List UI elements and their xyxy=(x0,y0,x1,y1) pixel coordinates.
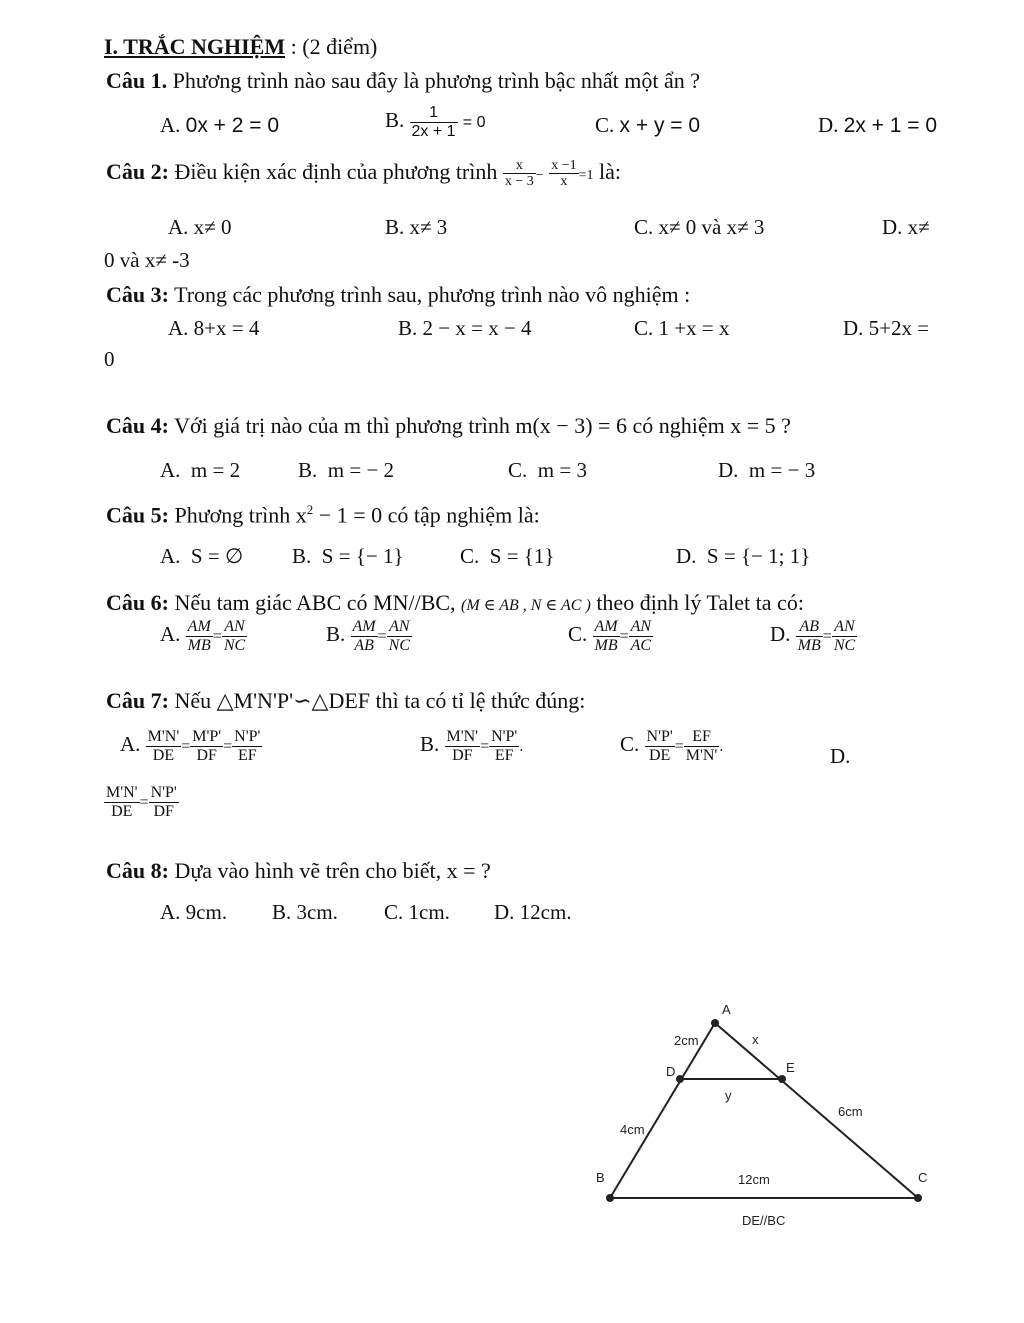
point-c xyxy=(914,1194,922,1202)
label-b: B xyxy=(596,1170,605,1185)
question-3: Câu 3: Trong các phương trình sau, phương trình nào vô nghiệm : xyxy=(106,282,691,307)
q3-option-b: B. 2 − x = x − 4 xyxy=(398,316,532,340)
label-e: E xyxy=(786,1060,795,1075)
q8-option-a: A. 9cm. xyxy=(160,900,228,924)
q5-option-d: D. S = {− 1; 1} xyxy=(676,544,811,568)
q6-option-d: D. $\frac{AB}{MB}$ = $\frac{AN}{NC}$ xyxy=(770,618,856,654)
triangle-figure xyxy=(570,990,950,1250)
q3-option-a: A. 8+x = 4 xyxy=(168,316,260,340)
q7-option-d-cont: $\frac{M'N'}{DE}$ = $\frac{N'P'}{DF}$ xyxy=(106,784,177,820)
q8-option-d: D. 12cm. xyxy=(494,900,572,924)
q3-option-d: D. 5+2x = xyxy=(843,316,930,340)
question-4: Câu 4: Với giá trị nào của m thì phương trình m(x − 3) = 6 có nghiệm x = 5 ? xyxy=(106,413,791,438)
q6-option-c: C. $\frac{AM}{MB}$ = $\frac{AN}{AC}$ xyxy=(568,618,652,654)
q6-option-a: A. $\frac{AM}{MB}$ = $\frac{AN}{NC}$ xyxy=(160,618,246,654)
q2-option-b: B. x≠ 3 xyxy=(385,215,448,239)
point-b xyxy=(606,1194,614,1202)
side-ab xyxy=(610,1023,715,1198)
label-db: 4cm xyxy=(620,1122,645,1137)
label-bc: 12cm xyxy=(738,1172,770,1187)
question-7: Câu 7: Nếu △M'N'P'∽△DEF thì ta có tỉ lệ thức đúng: xyxy=(106,688,586,713)
label-d: D xyxy=(666,1064,676,1079)
label-ae: x xyxy=(752,1032,759,1047)
q5-option-a: A. S = ∅ xyxy=(160,544,244,568)
label-c: C xyxy=(918,1170,928,1185)
question-1: Câu 1. Phương trình nào sau đây là phương trình bậc nhất một ẩn ? xyxy=(106,68,700,93)
question-5: Câu 5: Phương trình $x^2 - 1 = 0$ có tập nghiệm là: xyxy=(106,502,540,528)
q1-option-b: B. $\frac{1}{2x + 1}$ = 0 xyxy=(385,104,486,140)
q3-option-c: C. 1 +x = x xyxy=(634,316,730,340)
question-8: Câu 8: Dựa vào hình vẽ trên cho biết, x = ? xyxy=(106,858,491,883)
q2-option-d-cont: 0 và x≠ -3 xyxy=(104,248,190,272)
question-6: Câu 6: Nếu tam giác ABC có MN//BC, (M ∈ AB , N ∈ AC ) theo định lý Talet ta có: xyxy=(106,590,804,615)
q4-option-d: D. m = − 3 xyxy=(718,458,816,482)
q7-option-d: D. xyxy=(830,744,851,768)
q1-option-d: D. 2x + 1 = 0 xyxy=(818,113,938,137)
q4-option-c: C. m = 3 xyxy=(508,458,587,482)
point-a xyxy=(711,1019,719,1027)
q1-option-a: A. 0x + 2 = 0 xyxy=(160,113,280,137)
label-a: A xyxy=(722,1002,731,1017)
q7-option-b: B. $\frac{M'N'}{DF}$ = $\frac{N'P'}{EF}$ . xyxy=(420,728,524,764)
q7-option-a: A. $\frac{M'N'}{DE}$ = $\frac{M'P'}{DF}$ = $\frac{N'P'}{EF}$ xyxy=(120,728,261,764)
label-ec: 6cm xyxy=(838,1104,863,1119)
q8-option-b: B. 3cm. xyxy=(272,900,338,924)
q5-option-b: B. S = {− 1} xyxy=(292,544,404,568)
point-d xyxy=(676,1075,684,1083)
figure-caption: DE//BC xyxy=(742,1213,786,1228)
label-de: y xyxy=(725,1088,732,1103)
point-e xyxy=(778,1075,786,1083)
q7-option-c: C. $\frac{N'P'}{DE}$ = $\frac{EF}{M'N'}$ . xyxy=(620,728,724,764)
question-2: Câu 2: Điều kiện xác định của phương trình $\frac{x}{x - 3}$ − $\frac{x -1}{x}$ =1 là: xyxy=(106,158,621,190)
q2-option-a: A. x≠ 0 xyxy=(168,215,232,239)
label-ad: 2cm xyxy=(674,1033,699,1048)
q2-option-d: D. x≠ xyxy=(882,215,930,239)
q4-option-b: B. m = − 2 xyxy=(298,458,395,482)
q4-option-a: A. m = 2 xyxy=(160,458,241,482)
q3-option-d-cont: 0 xyxy=(104,347,115,371)
q6-option-b: B. $\frac{AM}{AB}$ = $\frac{AN}{NC}$ xyxy=(326,618,410,654)
q5-option-c: C. S = {1} xyxy=(460,544,555,568)
section-title: I. TRẮC NGHIỆM : (2 điểm) xyxy=(104,34,378,59)
q2-option-c: C. x≠ 0 và x≠ 3 xyxy=(634,215,765,239)
q8-option-c: C. 1cm. xyxy=(384,900,450,924)
q1-option-c: C. x + y = 0 xyxy=(595,113,701,137)
